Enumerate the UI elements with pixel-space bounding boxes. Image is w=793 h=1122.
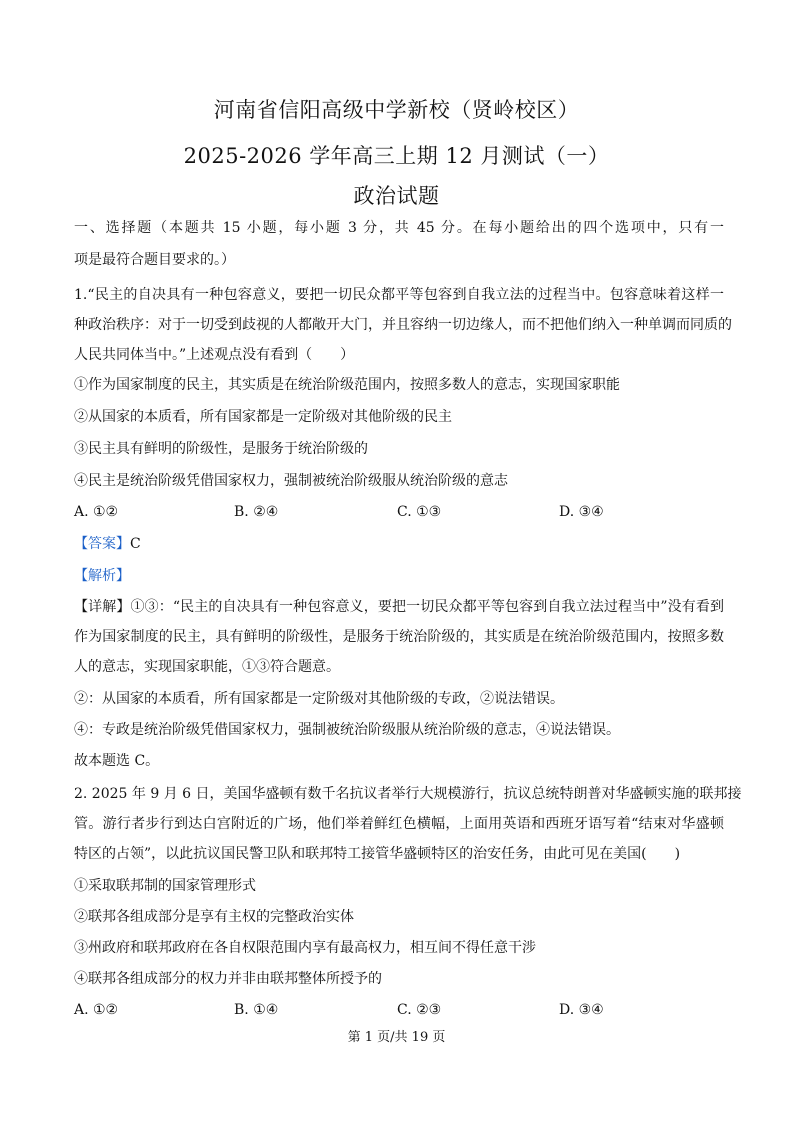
q1-detail-line-1 <box>74 598 724 616</box>
section-instructions-line-1: 一、选择题（本题共 15 小题，每小题 3 分，共 45 分。在每小题给出的四个选项中，只有一 <box>74 220 724 236</box>
detail-tag: 【详解】 <box>74 599 131 615</box>
q2-option-c: C. ②③ <box>397 1002 442 1018</box>
exam-title: 2025-2026 学年高三上期 12 月测试（一） <box>183 144 610 168</box>
answer-value: C <box>130 536 141 552</box>
q2-option-d: D. ③④ <box>559 1002 604 1018</box>
q1-statement-4: ④民主是统治阶级凭借国家权力，强制被统治阶级服从统治阶级的意志 <box>74 473 508 489</box>
school-title: 河南省信阳高级中学新校（贤岭校区） <box>213 98 580 122</box>
q2-stem-line-1: 2. 2025 年 9 月 6 日，美国华盛顿有数千名抗议者举行大规模游行，抗议总统特朗普对华盛顿实施的联邦接 <box>74 786 742 802</box>
detail-text: ①③：“民主的自决具有一种包容意义，要把一切民众都平等包容到自我立法过程当中”没有看到 <box>130 599 725 615</box>
q2-option-a: A. ①② <box>74 1002 119 1018</box>
q1-statement-3: ③民主具有鲜明的阶级性，是服务于统治阶级的 <box>74 441 368 457</box>
q2-statement-1: ①采取联邦制的国家管理形式 <box>74 878 256 894</box>
q1-statement-1: ①作为国家制度的民主，其实质是在统治阶级范围内，按照多数人的意志，实现国家职能 <box>74 377 620 393</box>
section-instructions-line-2: 项是最符合题目要求的。） <box>74 252 235 268</box>
q1-answer <box>74 535 724 553</box>
q1-option-d: D. ③④ <box>559 504 604 520</box>
q1-stem-line-3: 人民共同体当中。”上述观点没有看到（ ） <box>74 347 355 363</box>
q1-detail-line-4: ②：从国家的本质看，所有国家都是一定阶级对其他阶级的专政，②说法错误。 <box>74 691 564 707</box>
page-footer: 第 1 页/共 19 页 <box>347 1030 446 1045</box>
q1-stem-line-1: 1.“民主的自决具有一种包容意义，要把一切民众都平等包容到自我立法的过程当中。包容意味着这样一 <box>74 287 724 303</box>
q1-statement-2: ②从国家的本质看，所有国家都是一定阶级对其他阶级的民主 <box>74 409 452 425</box>
q2-statement-4: ④联邦各组成部分的权力并非由联邦整体所授予的 <box>74 971 382 987</box>
q2-stem-line-2: 管。游行者步行到达白宫附近的广场，他们举着鲜红色横幅，上面用英语和西班牙语写着“结束对华盛顿 <box>74 816 724 832</box>
q1-stem-line-2: 种政治秩序：对于一切受到歧视的人都敞开大门，并且容纳一切边缘人，而不把他们纳入一种单调而同质的 <box>74 317 732 333</box>
q2-stem-line-3: 特区的占领”，以此抗议国民警卫队和联邦特工接管华盛顿特区的治安任务，由此可见在美国( ) <box>74 846 681 862</box>
q1-analysis-tag: 【解析】 <box>74 568 130 584</box>
q1-detail-line-3: 人的意志，实现国家职能，①③符合题意。 <box>74 659 340 675</box>
q2-statement-3: ③州政府和联邦政府在各自权限范围内享有最高权力，相互间不得任意干涉 <box>74 940 536 956</box>
q1-conclusion: 故本题选 C。 <box>74 753 160 769</box>
q1-detail-line-5: ④：专政是统治阶级凭借国家权力，强制被统治阶级服从统治阶级的意志，④说法错误。 <box>74 722 620 738</box>
q1-option-b: B. ②④ <box>234 504 279 520</box>
q2-option-b: B. ①④ <box>234 1002 279 1018</box>
q1-option-c: C. ①③ <box>397 504 442 520</box>
q1-option-a: A. ①② <box>74 504 119 520</box>
answer-tag: 【答案】 <box>74 536 130 552</box>
subject-title: 政治试题 <box>353 184 440 208</box>
q1-detail-line-2: 作为国家制度的民主，具有鲜明的阶级性，是服务于统治阶级的，其实质是在统治阶级范围内，按照多数 <box>74 629 724 645</box>
q2-statement-2: ②联邦各组成部分是享有主权的完整政治实体 <box>74 909 354 925</box>
